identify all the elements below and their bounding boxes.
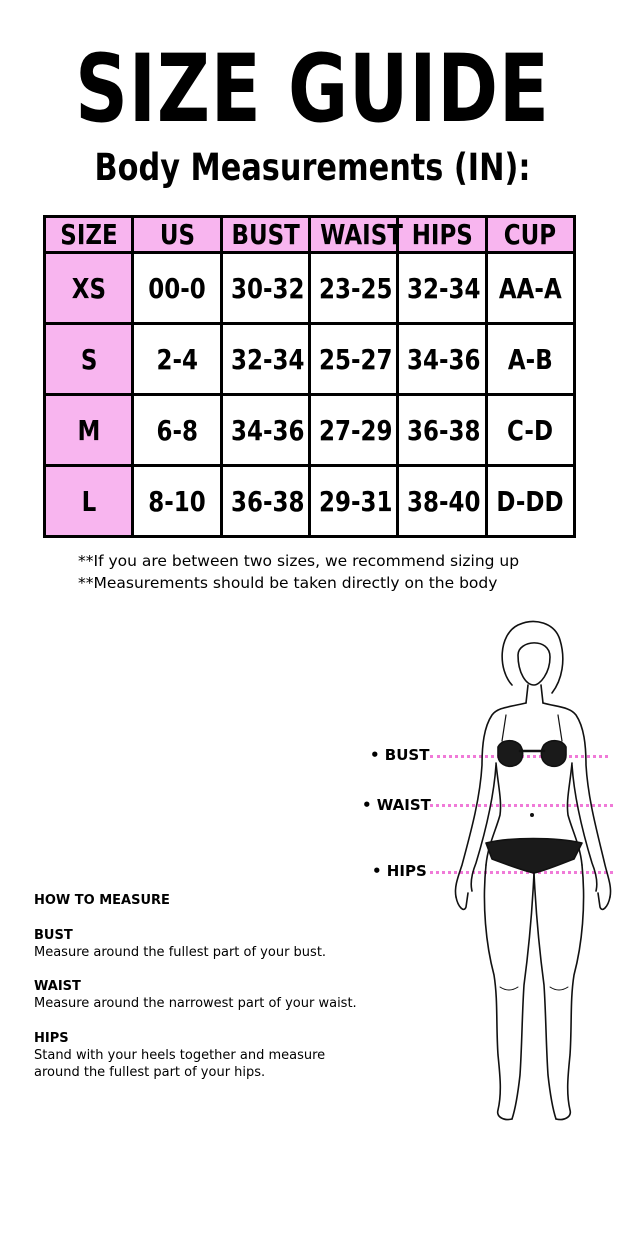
column-header-us: US <box>133 217 221 253</box>
body-figure-illustration <box>440 615 625 1130</box>
sizing-note: **If you are between two sizes, we recommend sizing up <box>78 552 520 570</box>
column-header-size: SIZE <box>45 217 133 253</box>
column-header-bust: BUST <box>221 217 309 253</box>
table-cell-waist: 27-29 <box>309 395 397 466</box>
table-cell-us: 8-10 <box>133 466 221 537</box>
column-header-waist: WAIST <box>309 217 397 253</box>
table-row <box>45 466 575 537</box>
table-cell-hips: 32-34 <box>398 253 486 324</box>
page-title: SIZE GUIDE <box>75 35 550 144</box>
table-row <box>45 253 575 324</box>
table-cell-us: 00-0 <box>133 253 221 324</box>
table-cell-bust: 36-38 <box>221 466 309 537</box>
bust-instruction-text: Measure around the fullest part of your bust. <box>34 945 327 960</box>
table-cell-size: XS <box>45 253 133 324</box>
table-cell-hips: 34-36 <box>398 324 486 395</box>
table-row <box>45 324 575 395</box>
table-cell-waist: 23-25 <box>309 253 397 324</box>
table-cell-bust: 34-36 <box>221 395 309 466</box>
measurement-note: **Measurements should be taken directly on the body <box>78 574 498 592</box>
bust-label: • BUST <box>370 746 430 764</box>
table-cell-hips: 38-40 <box>398 466 486 537</box>
waist-instruction-text: Measure around the narrowest part of your waist. <box>34 996 357 1011</box>
table-cell-bust: 30-32 <box>221 253 309 324</box>
how-to-measure-heading: HOW TO MEASURE <box>34 893 170 908</box>
table-cell-cup: D-DD <box>486 466 574 537</box>
size-table <box>43 215 576 538</box>
hips-instruction-label: HIPS <box>34 1031 69 1046</box>
waist-instruction-label: WAIST <box>34 979 81 994</box>
table-cell-size: M <box>45 395 133 466</box>
table-header-row <box>45 217 575 253</box>
table-cell-hips: 36-38 <box>398 395 486 466</box>
table-cell-waist: 25-27 <box>309 324 397 395</box>
waist-label: • WAIST <box>362 796 431 814</box>
table-cell-cup: AA-A <box>486 253 574 324</box>
bust-instruction-label: BUST <box>34 928 73 943</box>
table-cell-cup: C-D <box>486 395 574 466</box>
column-header-hips: HIPS <box>398 217 486 253</box>
hips-label: • HIPS <box>372 862 427 880</box>
table-cell-size: L <box>45 466 133 537</box>
table-cell-cup: A-B <box>486 324 574 395</box>
table-cell-size: S <box>45 324 133 395</box>
table-cell-us: 2-4 <box>133 324 221 395</box>
table-cell-us: 6-8 <box>133 395 221 466</box>
table-cell-bust: 32-34 <box>221 324 309 395</box>
how-to-measure-section <box>34 893 414 1081</box>
column-header-cup: CUP <box>486 217 574 253</box>
table-cell-waist: 29-31 <box>309 466 397 537</box>
page-subtitle: Body Measurements (IN): <box>94 146 531 189</box>
table-row <box>45 395 575 466</box>
hips-instruction-text: Stand with your heels together and measure around the fullest part of your hips. <box>34 1048 326 1080</box>
